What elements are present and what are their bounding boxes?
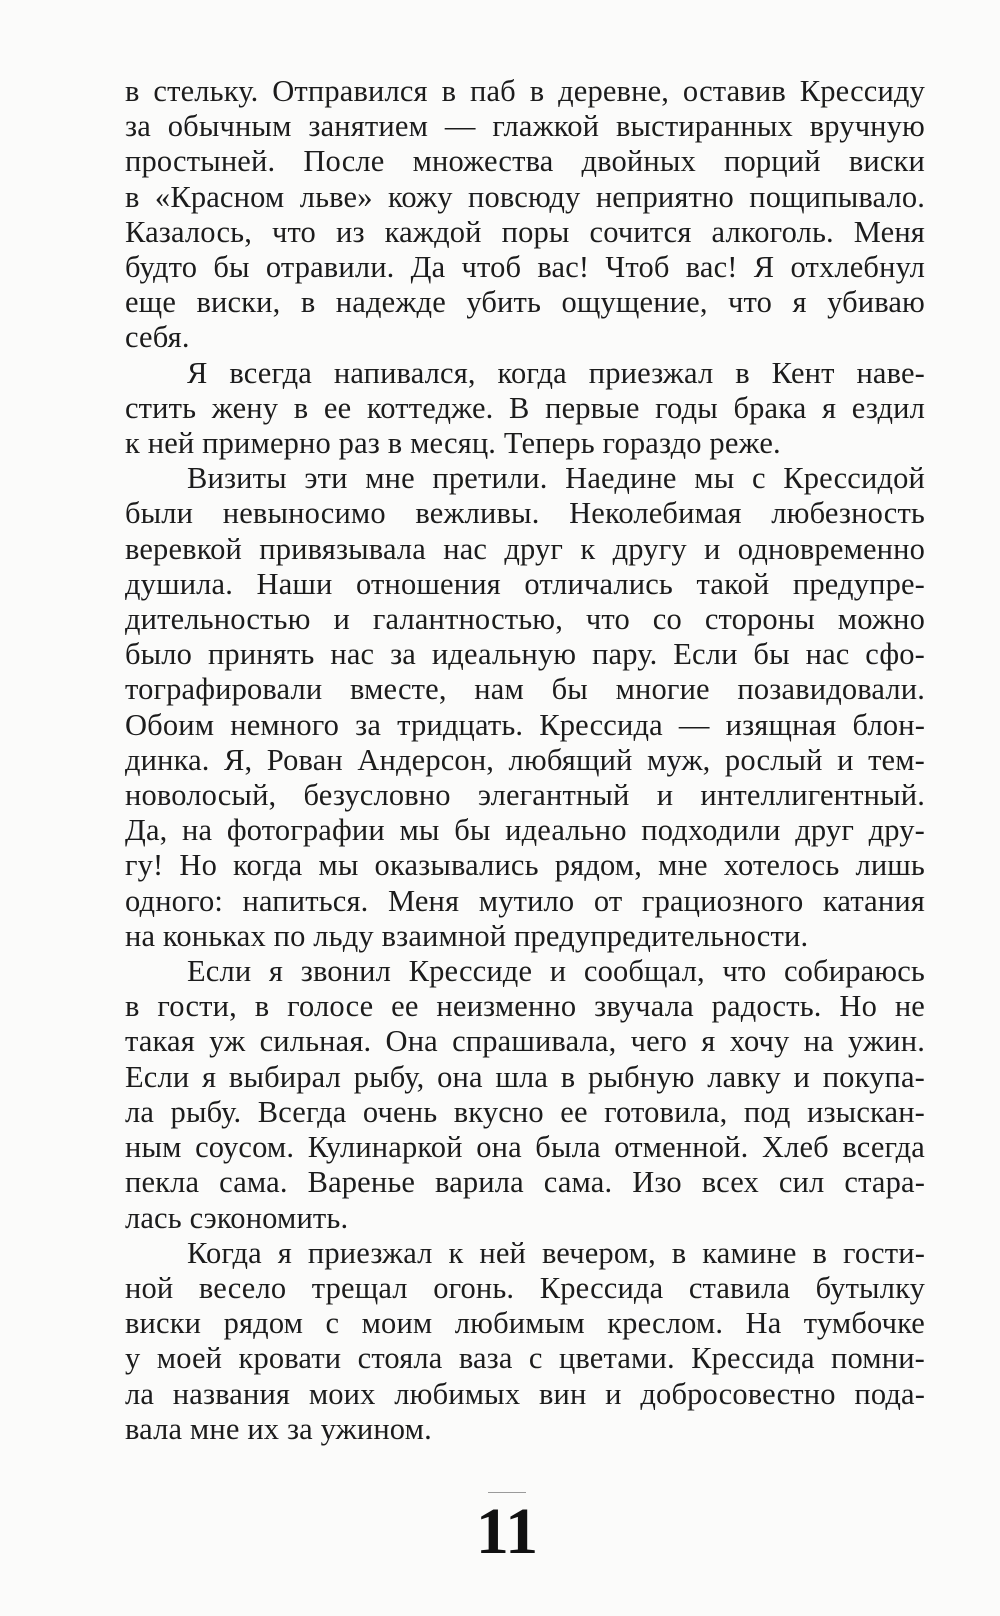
text-line: к ней примерно раз в месяц. Теперь гораздо реже. xyxy=(125,426,781,461)
paragraph xyxy=(125,1236,925,1447)
text-line: за обычным занятием — глажкой выстиранных вручную xyxy=(125,109,925,144)
text-line: гу! Но когда мы оказывались рядом, мне хотелось лишь xyxy=(125,848,925,883)
text-line: в гости, в голосе ее неизменно звучала радость. Но не xyxy=(125,989,925,1024)
text-line: ным соусом. Кулинаркой она была отменной. Хлеб всегда xyxy=(125,1130,925,1165)
text-line: у моей кровати стояла ваза с цветами. Крессида помни- xyxy=(125,1341,925,1376)
paragraph xyxy=(125,954,925,1236)
text-line: новолосый, безусловно элегантный и интеллигентный. xyxy=(125,778,925,813)
text-line: стить жену в ее коттедже. В первые годы брака я ездил xyxy=(125,390,925,425)
text-line: было принять нас за идеальную пару. Если бы нас сфо- xyxy=(125,637,925,672)
text-line: ла названия моих любимых вин и добросовестно пода- xyxy=(125,1376,925,1411)
text-line: лась сэкономить. xyxy=(125,1200,349,1235)
page-number-rule xyxy=(488,1492,526,1493)
text-line: себя. xyxy=(125,320,190,355)
text-line: ной весело трещал огонь. Крессида ставила бутылку xyxy=(125,1270,925,1305)
text-line: дительностью и галантностью, что со стороны можно xyxy=(125,602,925,637)
text-line: веревкой привязывала нас друг к другу и одновременно xyxy=(125,531,925,566)
page-number: 11 xyxy=(475,1495,539,1568)
text-line: Казалось, что из каждой поры сочится алкоголь. Меня xyxy=(125,214,925,249)
text-line: вала мне их за ужином. xyxy=(125,1411,432,1446)
text-line: душила. Наши отношения отличались такой предупре- xyxy=(125,566,925,601)
text-line: Визиты эти мне претили. Наедине мы с Крессидой xyxy=(187,461,925,496)
text-line: такая уж сильная. Она спрашивала, чего я хочу на ужин. xyxy=(125,1024,925,1059)
text-line: динка. Я, Рован Андерсон, любящий муж, рослый и тем- xyxy=(125,742,925,777)
text-line: виски рядом с моим любимым креслом. На тумбочке xyxy=(125,1306,925,1341)
text-line: тографировали вместе, нам бы многие позавидовали. xyxy=(125,672,925,707)
paragraph xyxy=(125,74,925,356)
text-line: еще виски, в надежде убить ощущение, что я убиваю xyxy=(125,285,925,320)
text-line: пекла сама. Варенье варила сама. Изо всех сил стара- xyxy=(125,1165,925,1200)
text-line: на коньках по льду взаимной предупредительности. xyxy=(125,918,809,953)
text-line: Если я звонил Крессиде и сообщал, что собираюсь xyxy=(187,954,925,989)
text-line: в «Красном льве» кожу повсюду неприятно пощипывало. xyxy=(125,179,925,214)
text-line: в стельку. Отправился в паб в деревне, оставив Крессиду xyxy=(125,74,925,108)
text-line: Если я выбирал рыбу, она шла в рыбную лавку и покупа- xyxy=(125,1059,925,1094)
text-line: одного: напиться. Меня мутило от грациозного катания xyxy=(125,883,925,918)
paragraph xyxy=(125,461,925,954)
text-line: Когда я приезжал к ней вечером, в камине в гости- xyxy=(187,1235,925,1270)
text-line: ла рыбу. Всегда очень вкусно ее готовила, под изыскан- xyxy=(125,1094,925,1129)
text-line: будто бы отравили. Да чтоб вас! Чтоб вас! Я отхлебнул xyxy=(125,250,925,285)
body-text xyxy=(125,74,925,1447)
text-line: простыней. После множества двойных порций виски xyxy=(125,144,925,179)
text-line: были невыносимо вежливы. Неколебимая любезность xyxy=(125,496,925,531)
text-line: Я всегда напивался, когда приезжал в Кент наве- xyxy=(187,355,925,390)
text-line: Да, на фотографии мы бы идеально подходили друг дру- xyxy=(125,813,925,848)
text-line: Обоим немного за тридцать. Крессида — изящная блон- xyxy=(125,707,925,742)
paragraph xyxy=(125,356,925,462)
